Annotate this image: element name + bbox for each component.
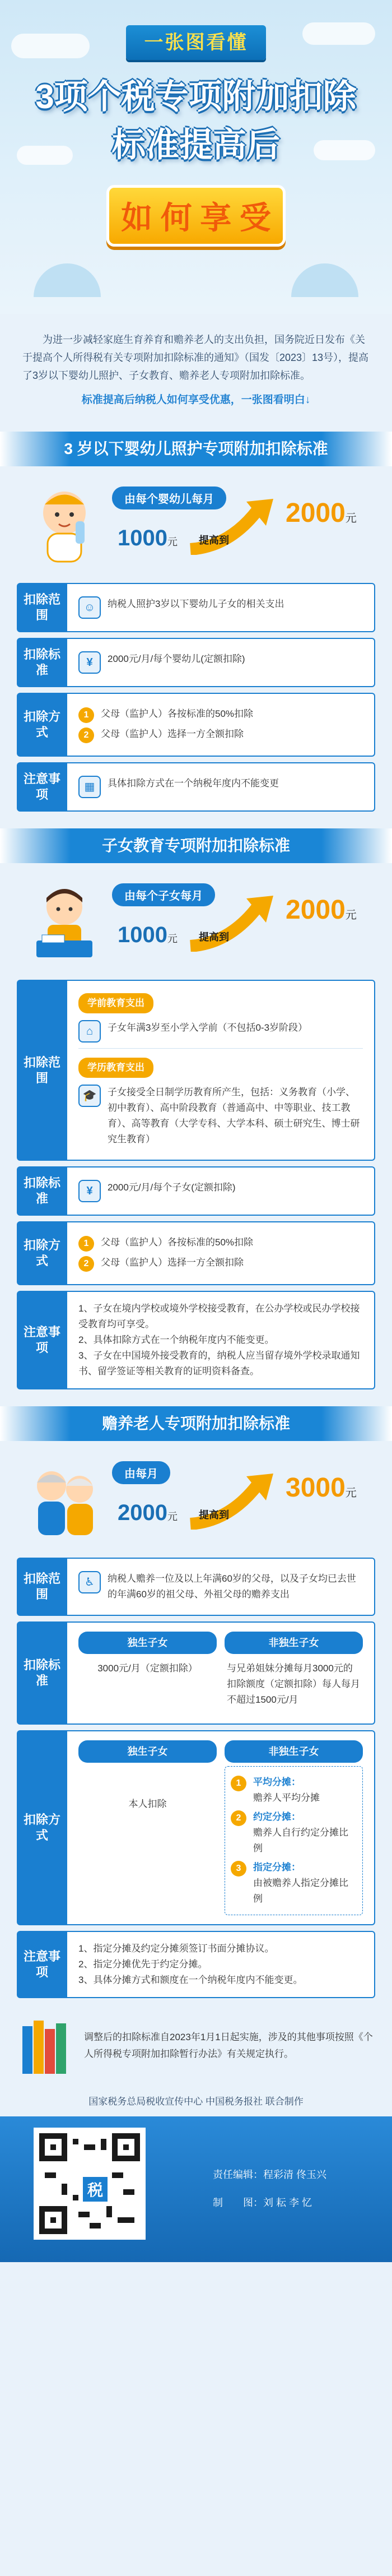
row-label: 扣除范围: [17, 1558, 67, 1616]
infant-scope-row: [17, 583, 375, 632]
edu-note-item: 3、子女在中国境外接受教育的，纳税人应当留存境外学校录取通知书、留学签证等相关教育的证明资料备查。: [78, 1350, 360, 1377]
infant-standard-text: 2000元/月/每个婴幼儿(定额扣除): [108, 654, 245, 664]
edu-new-amount: 2000元: [286, 895, 357, 925]
edu-note-row: [17, 1291, 375, 1389]
row-label: 扣除范围: [17, 980, 67, 1161]
edu-method-row: [17, 1221, 375, 1285]
edu-section-header: 子女教育专项附加扣除标准: [0, 828, 392, 863]
rise-arrow-icon: [185, 890, 274, 952]
elder-note-row: [17, 1931, 375, 1998]
number-badge-icon: 1: [231, 1776, 246, 1791]
footer: [0, 2116, 392, 2262]
split-method-text: 赡养人自行约定分摊比例: [253, 1827, 348, 1854]
infant-section-header: 3 岁以下婴幼儿照护专项附加扣除标准: [0, 432, 392, 466]
infant-scope-text: 纳税人照护3岁以下婴幼儿子女的相关支出: [108, 599, 284, 609]
elder-section-header: 赡养老人专项附加扣除标准: [0, 1406, 392, 1441]
elder-note-item: 3、具体分摊方式和额度在一个纳税年度内不能变更。: [78, 1975, 303, 1985]
row-label: 扣除方式: [17, 1730, 67, 1925]
row-label: 扣除标准: [17, 1166, 67, 1216]
baby-illustration-icon: [28, 482, 101, 566]
yuan-icon: ¥: [78, 1180, 101, 1202]
number-badge-icon: 1: [78, 707, 94, 723]
edu-rise-label: 提高到: [199, 932, 229, 943]
infant-standard-row: [17, 638, 375, 687]
non-only-child-standard: 与兄弟姐妹分摊每月3000元的扣除额度（定额扣除）每人每月不超过1500元/月: [227, 1663, 360, 1705]
elder-method-row: [17, 1730, 375, 1925]
infant-rise-label: 提高到: [199, 535, 229, 546]
how-char: 如: [121, 200, 153, 235]
edu-note-item: 1、子女在境内学校或境外学校接受教育，在公办学校或民办学校接受教育均可享受。: [78, 1303, 360, 1329]
edu-acad-title: 学历教育支出: [78, 1058, 153, 1078]
row-label: 注意事项: [17, 1931, 67, 1998]
edu-pre-text: 子女年满3岁至小学入学前（不包括0-3岁阶段）: [108, 1022, 308, 1033]
notice-text: 调整后的扣除标准自2023年1月1日起实施，涉及的其他事项按照《个人所得税专项附加扣除暂行办法》有关规定执行。: [84, 2032, 373, 2059]
qr-center-logo: 税: [81, 2175, 109, 2203]
hero-title-line1: 3项个税专项附加扣除: [35, 78, 357, 115]
non-only-child-header: 非独生子女: [225, 1632, 363, 1654]
infant-method-item: 父母（监护人）选择一方全额扣除: [101, 729, 244, 739]
infant-method-row: [17, 693, 375, 757]
edu-method-item: 父母（监护人）选择一方全额扣除: [101, 1257, 244, 1268]
infant-tagline: 由每个婴幼儿每月: [112, 487, 226, 509]
edu-pre-title: 学前教育支出: [78, 993, 153, 1013]
number-badge-icon: 2: [78, 728, 94, 743]
elderly-couple-icon: [28, 1457, 101, 1541]
edu-tagline: 由每个子女每月: [112, 883, 215, 906]
split-method-text: 赡养人平均分摊: [253, 1792, 320, 1803]
elder-person-icon: ♿: [78, 1571, 101, 1593]
infant-amount-banner: [17, 476, 375, 577]
only-child-method: 本人扣除: [128, 1799, 167, 1809]
implementation-notice: [17, 2015, 375, 2077]
infant-method-item: 父母（监护人）各按标准的50%扣除: [101, 708, 254, 719]
row-label: 扣除方式: [17, 1221, 67, 1285]
non-only-child-header: 非独生子女: [225, 1740, 363, 1763]
edu-amount-banner: [17, 873, 375, 974]
number-badge-icon: 3: [231, 1861, 246, 1877]
qr-code: [34, 2128, 146, 2240]
edu-acad-text: 子女接受全日制学历教育所产生，包括：义务教育（小学、初中教育）、高中阶段教育（普通高中、中等职业、技工教育）、高等教育（大学专科、大学本科、硕士研究生、博士研究生教育）: [108, 1087, 360, 1145]
child-studying-icon: [28, 879, 101, 963]
row-label: 扣除范围: [17, 583, 67, 632]
edu-scope-row: [17, 980, 375, 1161]
graduation-cap-icon: 🎓: [78, 1085, 101, 1107]
books-icon: [17, 2015, 73, 2077]
infant-note-row: [17, 762, 375, 812]
row-label: 扣除标准: [17, 1621, 67, 1725]
elder-scope-row: [17, 1558, 375, 1616]
rise-arrow-icon: [185, 1468, 274, 1530]
edu-old-amount: 1000元: [118, 923, 178, 947]
hero-title: [0, 73, 392, 169]
maker-credit: 制 图：刘 耘 李 忆: [213, 2197, 312, 2208]
infant-new-amount: 2000元: [286, 498, 357, 528]
calculator-icon: ▦: [78, 776, 101, 798]
hero-banner: [0, 0, 392, 314]
intro-section: [0, 314, 392, 415]
split-method-title: 约定分摊：: [253, 1811, 301, 1822]
elder-old-amount: 2000元: [118, 1500, 178, 1525]
baby-icon: ☺: [78, 596, 101, 619]
elder-note-item: 2、指定分摊优先于约定分摊。: [78, 1959, 208, 1970]
editor-credit: 责任编辑：程彩清 佟玉兴: [213, 2169, 327, 2180]
elder-tagline: 由每月: [112, 1461, 170, 1484]
intro-paragraph: 为进一步减轻家庭生育养育和赡养老人的支出负担，国务院近日发布《关于提高个人所得税有关专项附加扣除标准的通知》（国发〔2023〕13号），提高了3岁以下婴幼儿照护、子女教育、赡养老人专项附加扣除标准。: [22, 334, 369, 381]
edu-method-item: 父母（监护人）各按标准的50%扣除: [101, 1237, 254, 1248]
edu-standard-text: 2000元/月/每个子女(定额扣除): [108, 1182, 236, 1193]
edu-standard-row: [17, 1166, 375, 1216]
row-label: 注意事项: [17, 762, 67, 812]
only-child-header: 独生子女: [78, 1740, 217, 1763]
elder-rise-label: 提高到: [199, 1509, 229, 1521]
elder-standard-row: [17, 1621, 375, 1725]
elder-new-amount: 3000元: [286, 1473, 357, 1503]
elder-scope-text: 纳税人赡养一位及以上年满60岁的父母，以及子女均已去世的年满60岁的祖父母、外祖父母的赡养支出: [108, 1573, 356, 1600]
edu-note-item: 2、具体扣除方式在一个纳税年度内不能变更。: [78, 1335, 274, 1345]
intro-highlight: 标准提高后纳税人如何享受优惠，一张图看明白↓: [81, 394, 311, 406]
number-badge-icon: 2: [78, 1256, 94, 1272]
school-icon: ⌂: [78, 1020, 101, 1043]
yuan-icon: ¥: [78, 651, 101, 674]
infant-note-text: 具体扣除方式在一个纳税年度内不能变更: [108, 778, 279, 789]
how-char: 享: [200, 200, 232, 235]
elder-note-item: 1、指定分摊及约定分摊须签订书面分摊协议。: [78, 1943, 274, 1954]
split-method-text: 由被赡养人指定分摊比例: [253, 1878, 348, 1904]
split-method-title: 平均分摊：: [253, 1777, 301, 1787]
number-badge-icon: 1: [78, 1236, 94, 1252]
how-char: 何: [160, 200, 192, 235]
row-label: 注意事项: [17, 1291, 67, 1389]
only-child-header: 独生子女: [78, 1632, 217, 1654]
how-to-enjoy-badge: [106, 185, 286, 247]
number-badge-icon: 2: [231, 1810, 246, 1826]
how-char: 受: [239, 200, 271, 235]
hero-ribbon: 一张图看懂: [126, 25, 266, 60]
hero-title-line2: 标准提高后: [112, 126, 280, 164]
infant-old-amount: 1000元: [118, 526, 178, 550]
row-label: 扣除方式: [17, 693, 67, 757]
row-label: 扣除标准: [17, 638, 67, 687]
only-child-standard: 3000元/月（定额扣除）: [97, 1663, 198, 1674]
rise-arrow-icon: [185, 493, 274, 555]
elder-amount-banner: [17, 1451, 375, 1552]
producer-credit: 国家税务总局税收宣传中心 中国税务报社 联合制作: [88, 2096, 304, 2107]
split-method-title: 指定分摊：: [253, 1862, 301, 1873]
